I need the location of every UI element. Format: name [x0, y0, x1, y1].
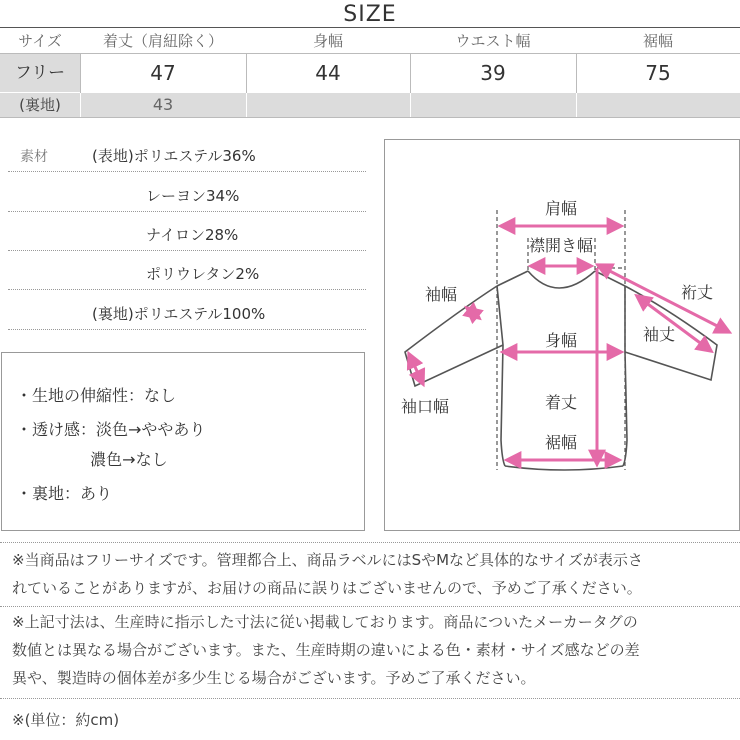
measurement-diagram: [384, 139, 740, 531]
label-sleeve-length: 袖丈: [642, 325, 676, 344]
note-line: 数値とは異なる場合がございます。また、生産時期の違いによる色・素材・サイズ感などの差: [12, 641, 640, 659]
table-cell: 43: [152, 95, 174, 114]
table-header-waist-width: ウエスト幅: [455, 32, 531, 50]
note-line: 異や、製造時の個体差が多少生じる場合がございます。予めご了承ください。: [12, 669, 536, 687]
material-line: ポリウレタン2%: [146, 265, 260, 283]
label-shoulder-width: 肩幅: [544, 199, 578, 218]
table-rule: [0, 117, 740, 118]
row-label-lining: (裏地): [19, 96, 61, 114]
label-hem-width: 裾幅: [544, 433, 578, 452]
garment-diagram: [385, 140, 740, 532]
label-yuki: 裄丈: [680, 283, 714, 302]
material-line: (裏地)ポリエステル100%: [92, 305, 266, 323]
label-cuff-width: 袖口幅: [400, 397, 450, 416]
property-stretch: ・生地の伸縮性：なし: [16, 386, 177, 405]
label-length: 着丈: [544, 393, 578, 412]
title-divider: [0, 27, 740, 28]
row-label-free: フリー: [14, 63, 66, 83]
property-sheer: ・透け感：淡色→ややあり: [16, 420, 206, 439]
material-label: 素材: [20, 149, 48, 165]
material-line: レーヨン34%: [146, 187, 240, 205]
note-line: れていることがありますが、お届けの商品に誤りはございませんので、予めご了承ください。: [12, 579, 642, 597]
property-lining: ・裏地：あり: [16, 484, 113, 503]
property-sheer-dark: 濃色→なし: [16, 450, 168, 469]
table-header-length: 着丈（肩紐除く）: [102, 32, 223, 50]
note-line: ※上記寸法は、生産時に指示した寸法に従い掲載しております。商品についたメーカータグの: [12, 613, 638, 631]
label-neck-width: 襟開き幅: [528, 236, 594, 255]
unit-note: ※(単位：約cm): [12, 711, 120, 729]
table-cell: 44: [315, 61, 341, 85]
label-body-width: 身幅: [544, 331, 578, 350]
label-sleeve-width: 袖幅: [424, 285, 458, 304]
table-header-body-width: 身幅: [312, 32, 343, 50]
table-header-size: サイズ: [18, 32, 62, 50]
table-header-hem-width: 裾幅: [642, 32, 673, 50]
material-line: (表地)ポリエステル36%: [92, 147, 256, 165]
table-cell: 39: [480, 61, 506, 85]
table-cell: 47: [150, 61, 176, 85]
material-line: ナイロン28%: [146, 226, 239, 244]
fabric-properties-box: [1, 352, 365, 531]
note-line: ※当商品はフリーサイズです。管理都合上、商品ラベルにはSやMなど具体的なサイズが表示さ: [12, 551, 643, 569]
table-cell: 75: [645, 61, 671, 85]
page-title: SIZE: [343, 2, 397, 27]
